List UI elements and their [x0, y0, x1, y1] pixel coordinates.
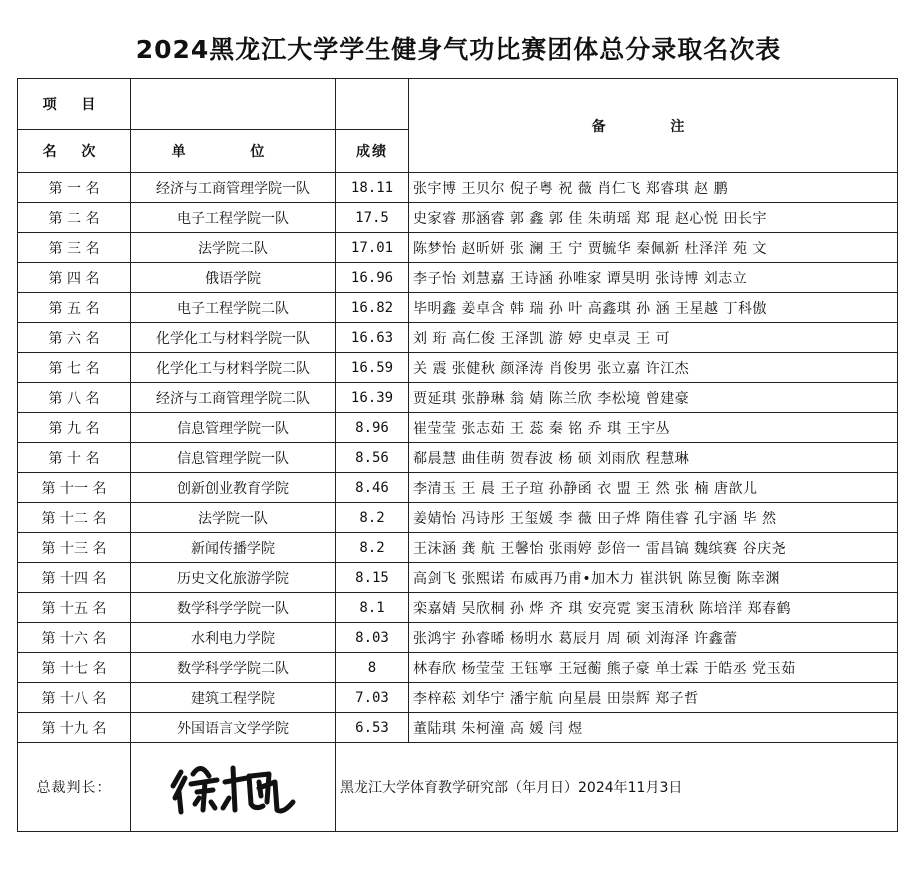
score-cell: 7.03 — [336, 683, 409, 713]
notes-cell: 李子怡 刘慧嘉 王诗涵 孙唯家 谭昊明 张诗博 刘志立 — [409, 263, 898, 293]
footer-row — [18, 743, 898, 832]
table-row — [18, 323, 898, 353]
score-cell: 8.46 — [336, 473, 409, 503]
results-table — [17, 78, 898, 832]
rank-cell: 第 十八 名 — [18, 683, 131, 713]
score-cell: 16.63 — [336, 323, 409, 353]
unit-cell: 外国语言文学学院 — [131, 713, 336, 743]
table-row — [18, 653, 898, 683]
header-blank-score — [336, 79, 409, 130]
notes-cell: 毕明鑫 姜卓含 韩 瑞 孙 叶 高鑫琪 孙 涵 王星越 丁科傲 — [409, 293, 898, 323]
rank-cell: 第 十五 名 — [18, 593, 131, 623]
notes-cell: 刘 珩 高仁俊 王泽凯 游 婷 史卓灵 王 可 — [409, 323, 898, 353]
table-row — [18, 623, 898, 653]
table-row — [18, 203, 898, 233]
table-row — [18, 683, 898, 713]
score-cell: 16.59 — [336, 353, 409, 383]
table-row — [18, 563, 898, 593]
table-row — [18, 383, 898, 413]
signature-cell — [131, 743, 336, 832]
score-cell: 8.56 — [336, 443, 409, 473]
table-row — [18, 713, 898, 743]
table-row — [18, 173, 898, 203]
unit-cell: 俄语学院 — [131, 263, 336, 293]
rank-cell: 第 十二 名 — [18, 503, 131, 533]
notes-cell: 贾延琪 张静琳 翁 婧 陈兰欣 李松境 曾建豪 — [409, 383, 898, 413]
header-blank — [131, 79, 336, 130]
rank-cell: 第 十六 名 — [18, 623, 131, 653]
table-row — [18, 293, 898, 323]
unit-cell: 信息管理学院一队 — [131, 413, 336, 443]
rank-cell: 第 十七 名 — [18, 653, 131, 683]
notes-cell: 李清玉 王 晨 王子瑄 孙静函 衣 盟 王 然 张 楠 唐歆儿 — [409, 473, 898, 503]
score-cell: 8.1 — [336, 593, 409, 623]
unit-cell: 化学化工与材料学院一队 — [131, 323, 336, 353]
table-row — [18, 593, 898, 623]
unit-cell: 电子工程学院二队 — [131, 293, 336, 323]
unit-cell: 法学院一队 — [131, 503, 336, 533]
notes-cell: 王沫涵 龚 航 王馨怡 张雨婷 彭倍一 雷昌镐 魏缤赛 谷庆尧 — [409, 533, 898, 563]
table-row — [18, 533, 898, 563]
score-cell: 16.39 — [336, 383, 409, 413]
rank-cell: 第 十三 名 — [18, 533, 131, 563]
rank-cell: 第 十四 名 — [18, 563, 131, 593]
organization-date: 黑龙江大学体育教学研究部（年月日）2024年11月3日 — [336, 743, 898, 832]
notes-cell: 张宇博 王贝尔 倪子粤 祝 薇 肖仁飞 郑睿琪 赵 鹏 — [409, 173, 898, 203]
table-row — [18, 503, 898, 533]
notes-cell: 李梓菘 刘华宁 潘宇航 向星晨 田崇辉 郑子哲 — [409, 683, 898, 713]
rank-cell: 第 七 名 — [18, 353, 131, 383]
header-score: 成绩 — [336, 130, 409, 173]
rank-cell: 第 一 名 — [18, 173, 131, 203]
table-row — [18, 263, 898, 293]
notes-cell: 林春欣 杨莹莹 王钰寧 王冠蘅 熊子豪 单士霖 于皓丞 党玉茹 — [409, 653, 898, 683]
unit-cell: 创新创业教育学院 — [131, 473, 336, 503]
score-cell: 8.2 — [336, 533, 409, 563]
rank-cell: 第 三 名 — [18, 233, 131, 263]
notes-cell: 关 震 张健秋 颜泽涛 肖俊男 张立嘉 许江杰 — [409, 353, 898, 383]
score-cell: 17.5 — [336, 203, 409, 233]
rank-cell: 第 十一 名 — [18, 473, 131, 503]
score-cell: 18.11 — [336, 173, 409, 203]
notes-cell: 崔莹莹 张志茹 王 蕊 秦 铭 乔 琪 王宇丛 — [409, 413, 898, 443]
table-row — [18, 233, 898, 263]
unit-cell: 法学院二队 — [131, 233, 336, 263]
header-rank: 名 次 — [18, 130, 131, 173]
score-cell: 8 — [336, 653, 409, 683]
rank-cell: 第 九 名 — [18, 413, 131, 443]
unit-cell: 数学科学学院一队 — [131, 593, 336, 623]
score-cell: 8.15 — [336, 563, 409, 593]
unit-cell: 经济与工商管理学院一队 — [131, 173, 336, 203]
rank-cell: 第 十 名 — [18, 443, 131, 473]
unit-cell: 水利电力学院 — [131, 623, 336, 653]
rank-cell: 第 二 名 — [18, 203, 131, 233]
notes-cell: 董陆琪 朱柯潼 高 媛 闫 煜 — [409, 713, 898, 743]
header-notes: 备 注 — [409, 79, 898, 173]
notes-cell: 姜婧怡 冯诗彤 王玺媛 李 薇 田子烨 隋佳睿 孔宇涵 毕 然 — [409, 503, 898, 533]
score-cell: 8.96 — [336, 413, 409, 443]
unit-cell: 信息管理学院一队 — [131, 443, 336, 473]
unit-cell: 建筑工程学院 — [131, 683, 336, 713]
score-cell: 16.82 — [336, 293, 409, 323]
unit-cell: 数学科学学院二队 — [131, 653, 336, 683]
header-item: 项 目 — [18, 79, 131, 130]
unit-cell: 新闻传播学院 — [131, 533, 336, 563]
notes-cell: 栾嘉婧 吴欣桐 孙 烨 齐 琪 安亮霓 窦玉清秋 陈培洋 郑春鹤 — [409, 593, 898, 623]
table-row — [18, 353, 898, 383]
rank-cell: 第 五 名 — [18, 293, 131, 323]
score-cell: 16.96 — [336, 263, 409, 293]
notes-cell: 张鸿宇 孙睿晞 杨明水 葛辰月 周 硕 刘海泽 许鑫蕾 — [409, 623, 898, 653]
unit-cell: 化学化工与材料学院二队 — [131, 353, 336, 383]
header-unit: 单 位 — [131, 130, 336, 173]
unit-cell: 经济与工商管理学院二队 — [131, 383, 336, 413]
rank-cell: 第 四 名 — [18, 263, 131, 293]
notes-cell: 陈梦怡 赵昕妍 张 澜 王 宁 贾毓华 秦佩新 杜泽洋 苑 文 — [409, 233, 898, 263]
score-cell: 17.01 — [336, 233, 409, 263]
rank-cell: 第 六 名 — [18, 323, 131, 353]
table-row — [18, 473, 898, 503]
rank-cell: 第 十九 名 — [18, 713, 131, 743]
notes-cell: 史家睿 那涵睿 郭 鑫 郭 佳 朱萌瑶 郑 琨 赵心悦 田长宇 — [409, 203, 898, 233]
score-cell: 6.53 — [336, 713, 409, 743]
table-row — [18, 413, 898, 443]
header-row-1 — [18, 79, 898, 130]
notes-cell: 郗晨慧 曲佳萌 贺春波 杨 硕 刘雨欣 程慧琳 — [409, 443, 898, 473]
score-cell: 8.03 — [336, 623, 409, 653]
signature-image — [163, 752, 303, 822]
unit-cell: 电子工程学院一队 — [131, 203, 336, 233]
chief-judge-label: 总裁判长： — [18, 743, 131, 832]
notes-cell: 高剑飞 张熙诺 布威再乃甫•加木力 崔洪钒 陈昱衡 陈幸渊 — [409, 563, 898, 593]
table-row — [18, 443, 898, 473]
rank-cell: 第 八 名 — [18, 383, 131, 413]
unit-cell: 历史文化旅游学院 — [131, 563, 336, 593]
page-title: 2024黑龙江大学学生健身气功比赛团体总分录取名次表 — [135, 35, 782, 64]
score-cell: 8.2 — [336, 503, 409, 533]
